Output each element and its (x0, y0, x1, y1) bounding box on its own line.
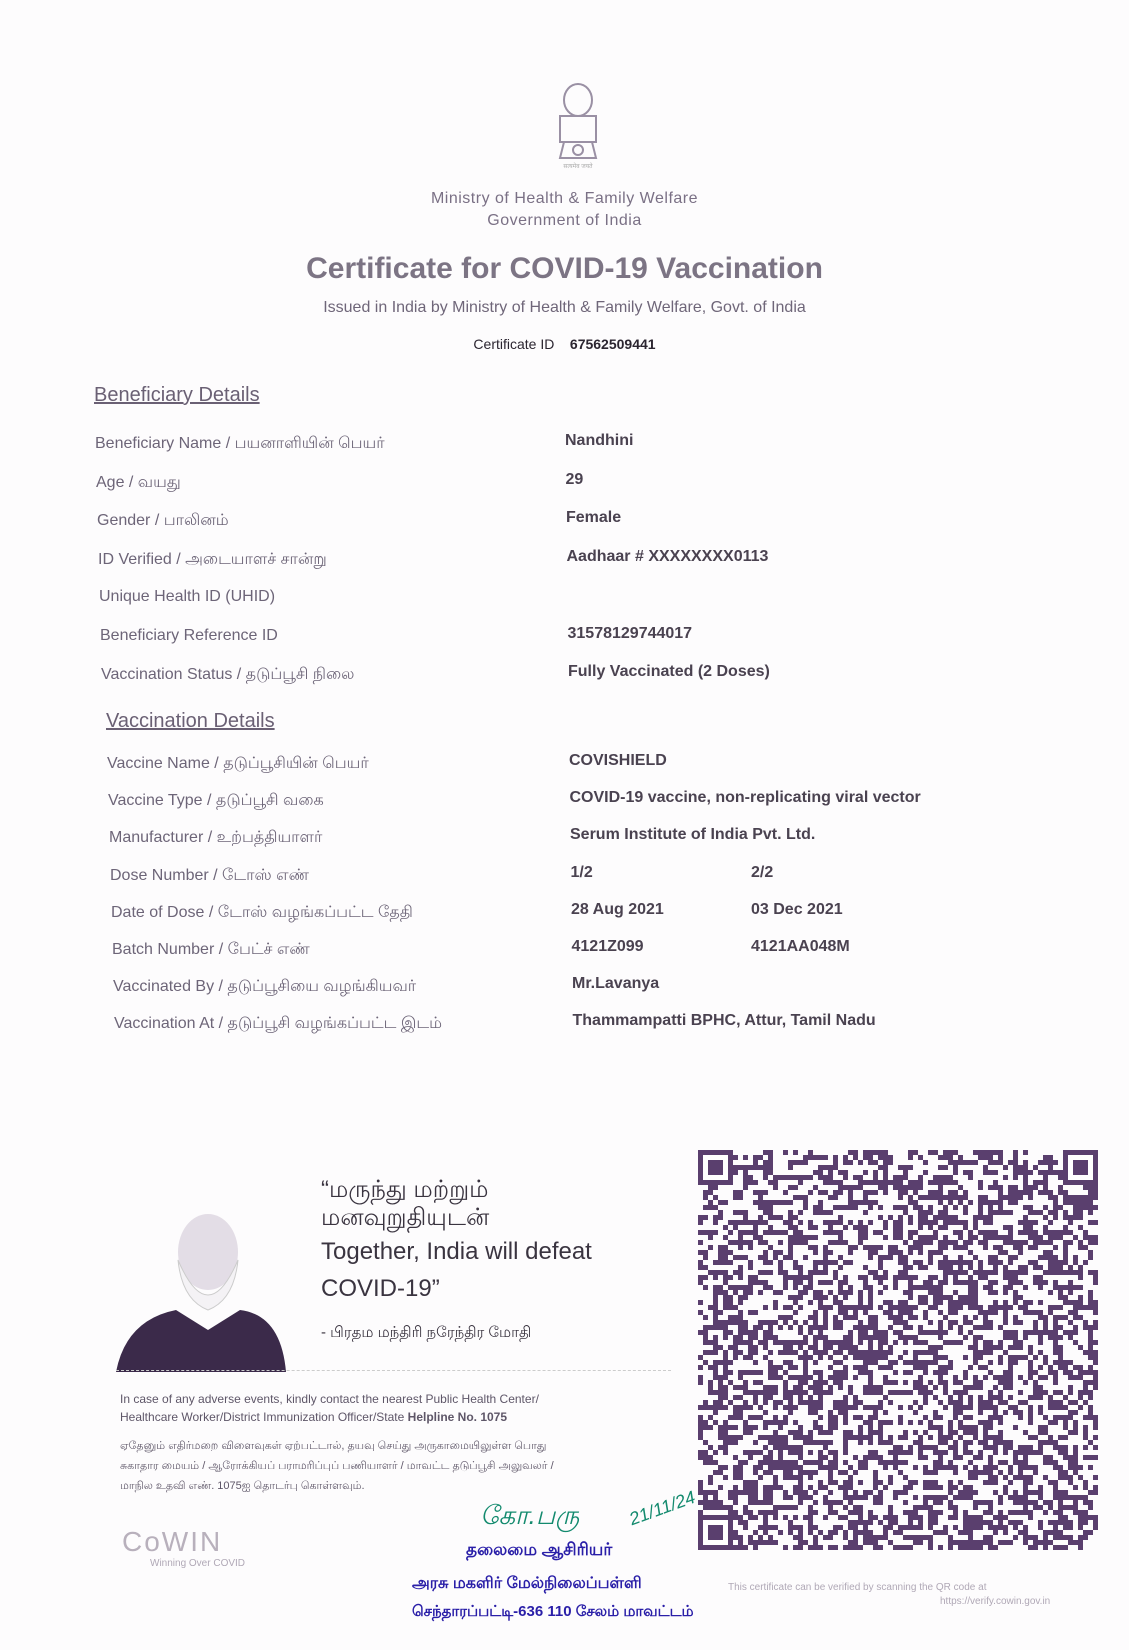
beneficiary-value: Female (566, 509, 622, 526)
vaccination-value: COVID-19 vaccine, non-replicating viral vector (569, 789, 921, 807)
cowin-tagline: Winning Over COVID (150, 1558, 246, 1569)
vaccination-value: 28 Aug 2021 (571, 900, 664, 918)
adverse-events-english: In case of any adverse events, kindly contact the nearest Public Health Center/ Healthcare Worker/District Immunization Officer/State Helpline No. 1075 (120, 1392, 539, 1424)
stamp-line-1: தலைமை ஆசிரியர் (466, 1540, 613, 1559)
vaccination-value-dose2: 4121AA048M (751, 938, 850, 955)
government-name: Government of India (487, 212, 642, 229)
vaccination-label: Vaccination At / தடுப்பூசி வழங்கப்பட்ட இடம் (114, 1015, 442, 1033)
helpline-number: Helpline No. 1075 (407, 1410, 508, 1424)
vaccination-label: Batch Number / பேட்ச் எண் (112, 941, 310, 958)
stamp-line-3: செந்தாரப்பட்டி-636 110 சேலம் மாவட்டம் (412, 1603, 694, 1620)
vaccination-value: Mr.Lavanya (572, 975, 660, 993)
qr-finder (708, 1160, 723, 1175)
beneficiary-value: 29 (565, 470, 584, 488)
signature-date: 21/11/24 (626, 1486, 698, 1530)
vaccination-label: Vaccine Type / தடுப்பூசி வகை (108, 792, 324, 810)
svg-text:सत्यमेव जयते: सत्यमेव जयते (563, 164, 593, 170)
beneficiary-label: Age / வயது (96, 473, 181, 491)
beneficiary-value: Aadhaar # XXXXXXXX0113 (566, 547, 769, 565)
beneficiary-value: Nandhini (565, 432, 634, 449)
vaccination-label: Vaccine Name / தடுப்பூசியின் பெயர் (107, 755, 369, 772)
qr-finder (1073, 1160, 1088, 1175)
vaccination-label: Date of Dose / டோஸ் வழங்கப்பட்ட தேதி (111, 903, 413, 921)
beneficiary-label: Unique Health ID (UHID) (99, 588, 276, 605)
quote-tamil-2: மனவுறுதியுடன் (321, 1204, 490, 1231)
certificate-id-value: 67562509441 (569, 336, 656, 352)
divider (116, 1370, 671, 1371)
cowin-logo: CoWIN (122, 1526, 223, 1557)
beneficiary-label: ID Verified / அடையாளச் சான்று (98, 550, 327, 568)
vaccination-value: 4121Z099 (571, 938, 644, 955)
national-emblem-icon (548, 78, 608, 170)
vaccination-value: 1/2 (570, 863, 593, 881)
certificate-title: Certificate for COVID-19 Vaccination (306, 252, 823, 285)
vaccination-value: Serum Institute of India Pvt. Ltd. (570, 826, 816, 844)
verify-url[interactable]: https://verify.cowin.gov.in (940, 1596, 1051, 1607)
stamp-line-2: அரசு மகளிர் மேல்நிலைப்பள்ளி (412, 1575, 642, 1592)
beneficiary-label: Beneficiary Reference ID (100, 626, 278, 644)
verify-text: This certificate can be verified by scanning the QR code at (728, 1582, 987, 1593)
certificate-id-label: Certificate ID (473, 336, 555, 352)
vaccination-value-dose2: 2/2 (751, 863, 774, 881)
beneficiary-label: Gender / பாலினம் (97, 512, 229, 529)
quote-tamil-1: “மருந்து மற்றும் (321, 1176, 489, 1203)
vaccination-value: COVISHIELD (569, 752, 667, 769)
ministry-name: Ministry of Health & Family Welfare (430, 190, 699, 207)
vaccination-label: Manufacturer / உற்பத்தியாளர் (109, 829, 323, 847)
quote-english-1: Together, India will defeat (321, 1238, 592, 1265)
vaccination-label: Dose Number / டோஸ் எண் (110, 866, 309, 884)
quote-attribution: - பிரதம மந்திரி நரேந்திர மோதி (321, 1324, 532, 1341)
beneficiary-heading: Beneficiary Details (94, 384, 260, 406)
qr-code[interactable] (698, 1150, 1102, 1560)
quote-english-2: COVID-19” (321, 1275, 440, 1302)
beneficiary-value: 31578129744017 (567, 624, 693, 642)
certificate-id (0, 336, 1129, 352)
adverse-events-tamil: ஏதேனும் எதிர்மறை விளைவுகள் ஏற்பட்டால், தயவு செய்து அருகாமையிலுள்ள பொது சுகாதார மையம் / ஆரோக்கியப் பராமரிப்புப் பணியாளர் / மாவட்ட தடுப்பூசி அலுவலர் / மாநில உதவி எண். 1075ஐ தொடர்பு கொள்ளவும். (120, 1440, 554, 1492)
certificate-subtitle: Issued in India by Ministry of Health & Family Welfare, Govt. of India (323, 299, 806, 316)
qr-modules (698, 1150, 1098, 1550)
signature: கோ.பரு (480, 1500, 580, 1530)
beneficiary-value: Fully Vaccinated (2 Doses) (568, 663, 770, 680)
vaccination-value: Thammampatti BPHC, Attur, Tamil Nadu (572, 1012, 876, 1030)
vaccination-value-dose2: 03 Dec 2021 (751, 900, 843, 918)
vaccination-heading: Vaccination Details (106, 710, 275, 732)
vaccination-label: Vaccinated By / தடுப்பூசியை வழங்கியவர் (113, 978, 417, 996)
beneficiary-label: Vaccination Status / தடுப்பூசி நிலை (101, 666, 355, 683)
prime-minister-photo (116, 1200, 286, 1372)
qr-finder (708, 1525, 723, 1540)
beneficiary-label: Beneficiary Name / பயனாளியின் பெயர் (95, 435, 385, 452)
